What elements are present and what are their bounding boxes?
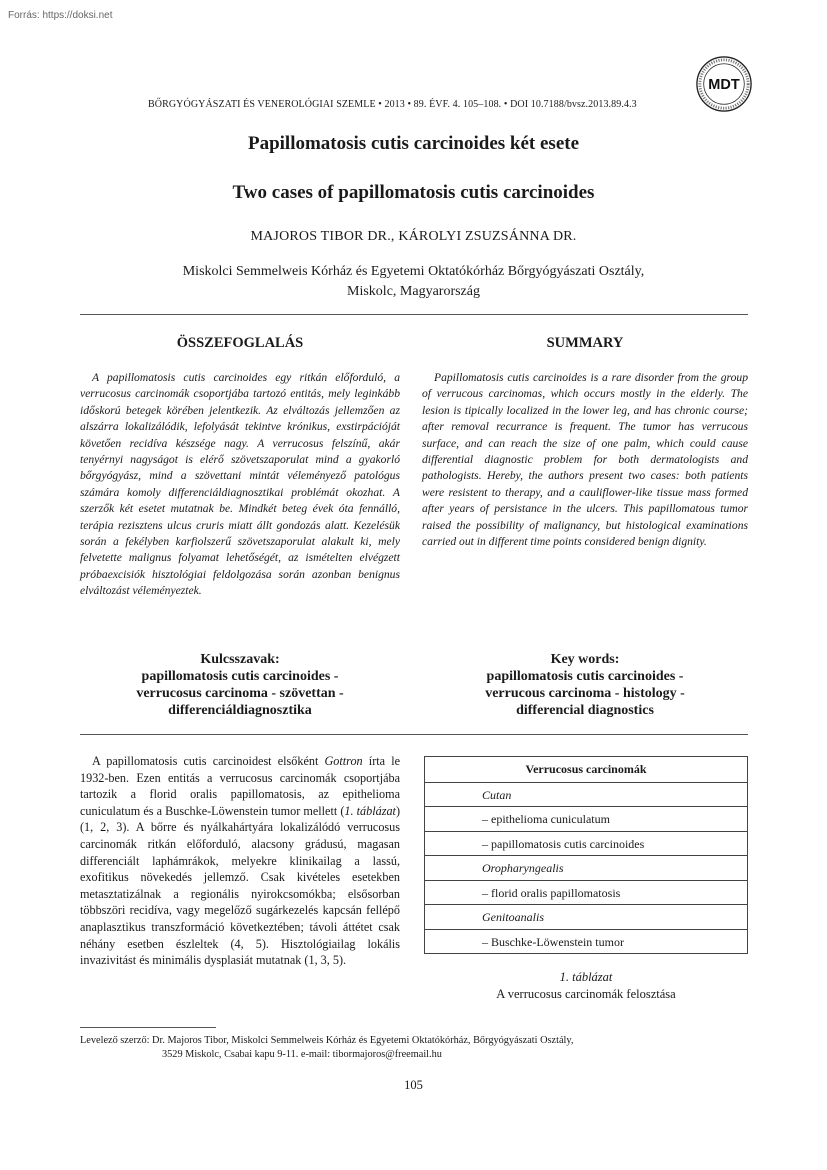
keywords-en-line-2: verrucous carcinoma - histology - [485,686,685,701]
table-item-row: – Buschke-Löwenstein tumor [425,929,747,954]
abstract-en-text: Papillomatosis cutis carcinoides is a rare disorder from the group of verrucous carcinomas, which occurs mostly in the elderly. The lesion is tipically localized in the lower leg, and has chronic course; after removal recurrance is frequent. The tumor has verrucous surface, and can reach the size of one palm, which could cause differential diagnostic problem for both dermatologists and pathologists. Hereby, the authors present two cases: both patients were resistent to therapy, and a cauliflower-like tissue mass formed after years of persistance in the ulcers. This papillomatous tumor raised the possibility of malignancy, but histological examinations carried out in different time points considered benign dignity. [422,371,748,549]
title-hungarian: Papillomatosis cutis carcinoides két esete [247,133,580,154]
footnote-divider [80,1027,216,1028]
body-gottron: Gottron [324,754,363,768]
keywords-hu-line-1: papillomatosis cutis carcinoides - [141,669,339,684]
journal-header: BŐRGYÓGYÁSZATI ÉS VENEROLÓGIAI SZEMLE • 2013 • 89. ÉVF. 4. 105–108. • DOI 10.7188/bvsz.2013.89.4.3 [148,99,637,110]
body-text-part-3: ) (1, 2, 3). A bőrre és nyálkahártyára lokalizálódó verrucosus carcinomák ritkán előforduló, alacsony grádusú, magasan differenciált laphámrákok, melyekre klinikailag a lassú, exofitikus növekedés jellemző. Csak kivételes esetekben metasztatizálnak a regionális nyirokcsomókba; elsősorban többszöri recidíva, vagy megelőző sugárkezelés kapcsán fellépő anaplasztikus transzformáció következtében; távoli áttétet csak néhány esetben észleltek (4, 5). Hisztológiailag lokális invazivitást és minimális dysplasiát mutatnak (1, 3, 5). [80,803,400,968]
keywords-en-line-1: papillomatosis cutis carcinoides - [486,669,684,684]
table-caption [424,969,748,1002]
title-english: Two cases of papillomatosis cutis carcinoides [232,182,595,203]
keywords-hu-label: Kulcsszavak: [200,652,280,667]
keywords-hu-line-3: differenciáldiagnosztika [168,703,312,718]
table-reference-link: 1. táblázat [344,803,396,818]
keywords-hu [80,651,400,719]
table-item-row: – papillomatosis cutis carcinoides [425,831,747,856]
body-paragraph [80,753,400,969]
abstract-hu-heading: ÖSSZEFOGLALÁS [176,335,304,351]
keywords-en [422,651,748,719]
page-number: 105 [404,1078,423,1092]
table-header: Verrucosus carcinomák [525,762,647,776]
corresponding-author-footnote [80,1034,760,1062]
affiliation [100,262,727,302]
keywords-en-line-3: differencial diagnostics [516,703,654,718]
footnote-line-2: 3529 Miskolc, Csabai kapu 9-11. e-mail: tibormajoros@freemail.hu [162,1049,442,1060]
table-caption-number: 1. táblázat [559,970,613,984]
mdt-society-logo [695,55,753,113]
divider-top [80,314,748,315]
body-text-part-1: A papillomatosis cutis carcinoidest elsőként [92,754,325,768]
logo-text: MDT [708,76,740,93]
abstract-hu-text: A papillomatosis cutis carcinoides egy ritkán előforduló, a verrucosus carcinomák csoportjába tartozó entitás, mely leginkább időskorú betegek körében jelentkezik. Az elváltozás jellemzően az alszárra lokalizálódik, lefolyását tekintve krónikus, exstirpációját követően recidíva készsége nagy. A verrucosus felszínű, akár tenyérnyi nagyságot is elérő szövetszaporulat mind a gyakorló bőrgyógyász, mind a szövettani mintát véleményező patológus számára komoly differenciáldiagnosztikai problémát okozhat. A szerzők két esetet mutatnak be. Mindkét beteg évek óta fennálló, terápia rezisztens ulcus cruris miatt állt gondozás alatt. Kezelésük során a fekélyben karfiolszerű szövetszaporulat alakult ki, mely felvetette malignus folyamat lehetőségét, az ismételten elvégzett próbaexcisiók hisztológiai feldolgozása során azonban benignus elváltozást véleményeztek. [80,371,400,598]
keywords-en-label: Key words: [550,652,620,667]
affiliation-line-1: Miskolci Semmelweis Kórház és Egyetemi Oktatókórház Bőrgyógyászati Osztály, [182,264,645,279]
table-category-row: Oropharyngealis [425,855,747,880]
keywords-hu-line-2: verrucosus carcinoma - szövettan - [136,686,344,701]
table-category-row: Cutan [425,782,747,807]
authors: MAJOROS TIBOR DR., KÁROLYI ZSUZSÁNNA DR. [250,229,577,244]
divider-middle [80,734,748,735]
affiliation-line-2: Miskolc, Magyarország [347,284,480,299]
abstract-en-heading: SUMMARY [546,335,624,351]
footnote-line-1: Levelező szerző: Dr. Majoros Tibor, Miskolci Semmelweis Kórház és Egyetemi Oktatókórház, Bőrgyógyászati Osztály, [80,1035,574,1046]
source-watermark: Forrás: https://doksi.net [8,10,113,21]
table-category-row: Genitoanalis [425,904,747,929]
table-item-row: – epithelioma cuniculatum [425,806,747,831]
table-item-row: – florid oralis papillomatosis [425,880,747,905]
classification-table [424,756,748,954]
table-caption-text: A verrucosus carcinomák felosztása [496,986,676,1001]
body-text-part-2: írta le 1932-ben. Ezen entitás a verrucosus carcinomák csoportjába tartozik a florid oralis papillomatosis, az epithelioma cuniculatum és a Buschke-Löwenstein tumor mellett ( [80,754,400,818]
